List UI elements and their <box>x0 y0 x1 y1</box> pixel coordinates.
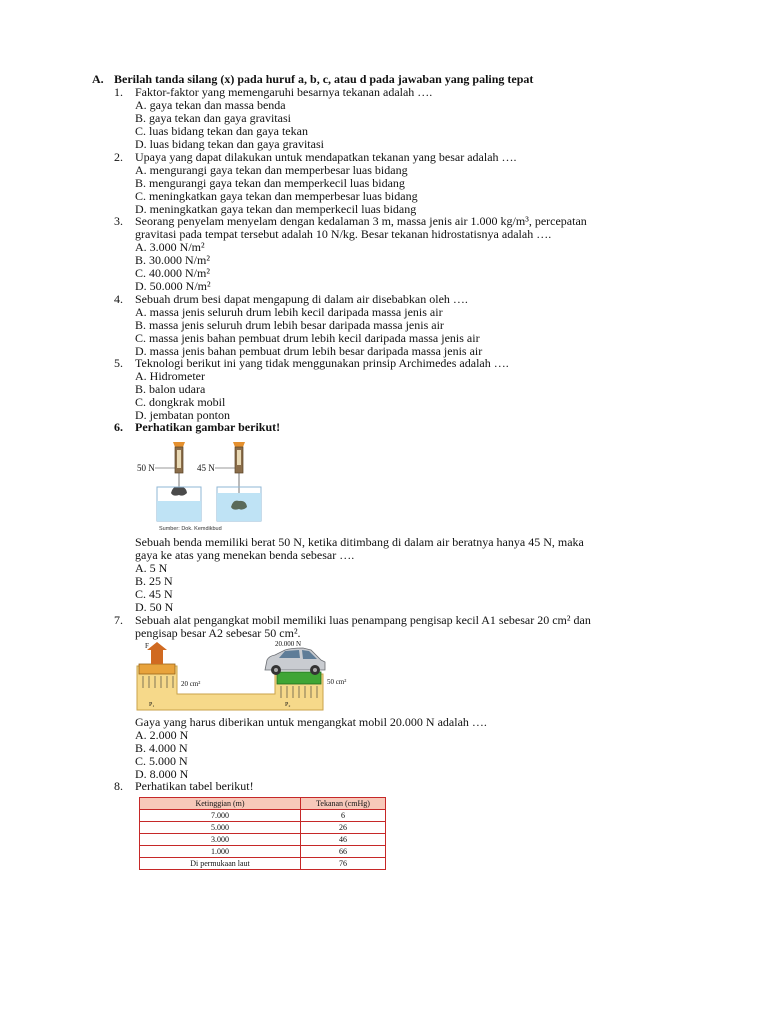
table-cell: 46 <box>301 834 386 846</box>
spring-scale-left <box>171 442 187 496</box>
question-text: Perhatikan tabel berikut! <box>135 779 254 793</box>
question-text: gravitasi pada tempat tersebut adalah 10 N/kg. Besar tekanan hidrostatisnya adalah …. <box>135 227 552 241</box>
option[interactable]: B. balon udara <box>135 382 206 396</box>
question-number: 6. <box>114 420 123 434</box>
section-letter: A. <box>92 72 104 86</box>
option[interactable]: A. 3.000 N/m² <box>135 240 205 254</box>
question-number: 3. <box>114 214 123 228</box>
table-header-row <box>140 798 386 810</box>
buoyancy-figure <box>135 437 287 533</box>
option[interactable]: B. gaya tekan dan gaya gravitasi <box>135 111 291 125</box>
question-text: Sebuah alat pengangkat mobil memiliki luas penampang pengisap kecil A1 sebesar 20 cm² dan <box>135 613 591 627</box>
question-number: 1. <box>114 85 123 99</box>
label-p2: P₂ <box>285 702 291 708</box>
question-text: Gaya yang harus diberikan untuk mengangkat mobil 20.000 N adalah …. <box>135 715 487 729</box>
label-45n: 45 N <box>197 463 215 473</box>
option[interactable]: C. meningkatkan gaya tekan dan memperbesar luas bidang <box>135 189 418 203</box>
spring-scale-right <box>233 442 245 501</box>
force-arrow <box>151 650 163 664</box>
table-cell: 6 <box>301 810 386 822</box>
table-cell: 3.000 <box>140 834 301 846</box>
option[interactable]: A. massa jenis seluruh drum lebih kecil daripada massa jenis air <box>135 305 443 319</box>
table-row <box>140 834 386 846</box>
question-number: 5. <box>114 356 123 370</box>
question-text: Sebuah drum besi dapat mengapung di dalam air disebabkan oleh …. <box>135 292 468 306</box>
question-text: Teknologi berikut ini yang tidak menggunakan prinsip Archimedes adalah …. <box>135 356 509 370</box>
table-cell: 66 <box>301 846 386 858</box>
option[interactable]: C. dongkrak mobil <box>135 395 226 409</box>
table-cell: 26 <box>301 822 386 834</box>
figure-source: Sumber: Dok. Kemdikbud <box>159 526 222 532</box>
question-number: 7. <box>114 613 123 627</box>
column-header: Tekanan (cmHg) <box>301 798 386 810</box>
question-number: 8. <box>114 779 123 793</box>
table-row <box>140 846 386 858</box>
option[interactable]: C. luas bidang tekan dan gaya tekan <box>135 124 308 138</box>
option[interactable]: D. meningkatkan gaya tekan dan memperkecil luas bidang <box>135 202 417 216</box>
table-cell: Di permukaan laut <box>140 858 301 870</box>
small-piston <box>139 664 175 674</box>
option[interactable]: B. 4.000 N <box>135 741 188 755</box>
question-text: pengisap besar A2 sebesar 50 cm². <box>135 626 301 640</box>
option[interactable]: B. 25 N <box>135 574 173 588</box>
altitude-pressure-table <box>139 797 386 870</box>
table-cell: 76 <box>301 858 386 870</box>
option[interactable]: D. 50.000 N/m² <box>135 279 211 293</box>
car-icon <box>265 648 325 675</box>
option[interactable]: C. 40.000 N/m² <box>135 266 210 280</box>
column-header: Ketinggian (m) <box>140 798 301 810</box>
option[interactable]: D. 50 N <box>135 600 174 614</box>
table-cell: 1.000 <box>140 846 301 858</box>
table-row <box>140 822 386 834</box>
question-text: Faktor-faktor yang memengaruhi besarnya tekanan adalah …. <box>135 85 433 99</box>
table-row <box>140 858 386 870</box>
question-text: Sebuah benda memiliki berat 50 N, ketika ditimbang di dalam air beratnya hanya 45 N, maka <box>135 535 584 549</box>
table-cell: 5.000 <box>140 822 301 834</box>
option[interactable]: A. Hidrometer <box>135 369 205 383</box>
option[interactable]: C. massa jenis bahan pembuat drum lebih kecil daripada massa jenis air <box>135 331 480 345</box>
option[interactable]: D. jembatan ponton <box>135 408 230 422</box>
hydraulic-lift-figure <box>135 640 357 712</box>
option[interactable]: A. 5 N <box>135 561 168 575</box>
label-f: F <box>145 642 149 650</box>
option[interactable]: A. mengurangi gaya tekan dan memperbesar luas bidang <box>135 163 408 177</box>
label-p1: P₁ <box>149 702 155 708</box>
label-a1: 20 cm² <box>181 680 201 688</box>
table-cell: 7.000 <box>140 810 301 822</box>
option[interactable]: D. luas bidang tekan dan gaya gravitasi <box>135 137 324 151</box>
label-50n: 50 N <box>137 463 155 473</box>
option[interactable]: B. massa jenis seluruh drum lebih besar daripada massa jenis air <box>135 318 444 332</box>
option[interactable]: C. 5.000 N <box>135 754 188 768</box>
option[interactable]: B. mengurangi gaya tekan dan memperkecil luas bidang <box>135 176 405 190</box>
question-number: 4. <box>114 292 123 306</box>
option[interactable]: A. 2.000 N <box>135 728 189 742</box>
option[interactable]: B. 30.000 N/m² <box>135 253 210 267</box>
label-a2: 50 cm² <box>327 678 347 686</box>
question-text: Upaya yang dapat dilakukan untuk mendapatkan tekanan yang besar adalah …. <box>135 150 517 164</box>
section-title: Berilah tanda silang (x) pada huruf a, b, c, atau d pada jawaban yang paling tepat <box>114 72 534 86</box>
option[interactable]: A. gaya tekan dan massa benda <box>135 98 286 112</box>
label-car-weight: 20.000 N <box>275 640 302 648</box>
option[interactable]: C. 45 N <box>135 587 173 601</box>
table-row <box>140 810 386 822</box>
question-text: gaya ke atas yang menekan benda sebesar …. <box>135 548 355 562</box>
question-text: Seorang penyelam menyelam dengan kedalaman 3 m, massa jenis air 1.000 kg/m³, percepatan <box>135 214 587 228</box>
option[interactable]: D. 8.000 N <box>135 767 189 781</box>
question-number: 2. <box>114 150 123 164</box>
option[interactable]: D. massa jenis bahan pembuat drum lebih besar daripada massa jenis air <box>135 344 483 358</box>
question-heading: Perhatikan gambar berikut! <box>135 420 281 434</box>
